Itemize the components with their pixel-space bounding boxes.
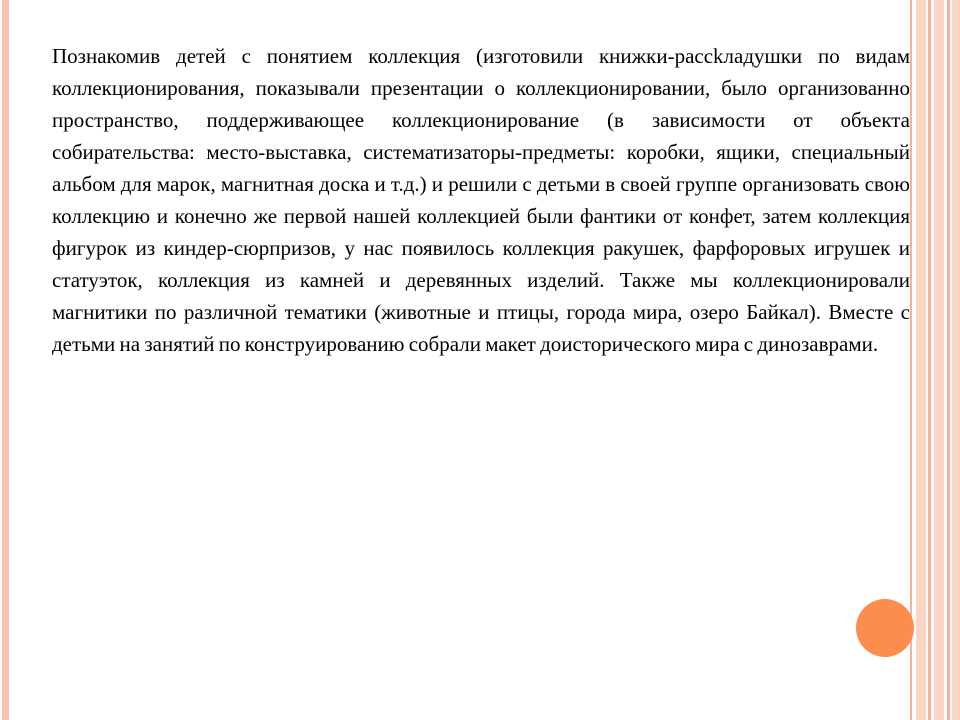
stripe-line xyxy=(928,0,931,720)
stripe-band xyxy=(916,0,926,720)
stripe-band xyxy=(934,0,944,720)
stripe-line xyxy=(910,0,912,720)
stripe-band xyxy=(952,0,960,720)
orange-circle-decoration xyxy=(856,599,914,657)
right-decorative-stripes xyxy=(910,0,960,720)
stripe-line xyxy=(947,0,950,720)
body-paragraph: Познакомив детей с понятием коллекция (изготовили книжки-рассkладушки по видам коллекционирования, показывали презентации о коллекционировании, было организованно пространство, поддерживающее коллекционирование (в зависимости от объекта собирательства: место-выставка, систематизаторы-предметы: коробки, ящики, специальный альбом для марок, магнитная доска и т.д.) и решили с детьми в своей группе организовать свою коллекцию и конечно же первой нашей коллекцией были фантики от конфет, затем коллекция фигурок из киндер-сюрпризов, у нас появилось коллекция ракушек, фарфоровых игрушек и статуэток, коллекция из камней и деревянных изделий. Также мы коллекционировали магнитики по различной тематики (животные и птицы, города мира, озеро Байкал). Вместе с детьми на занятий по конструированию собрали макет доисторического мира с динозаврами. xyxy=(52,44,910,356)
left-decorative-stripe xyxy=(2,0,9,720)
